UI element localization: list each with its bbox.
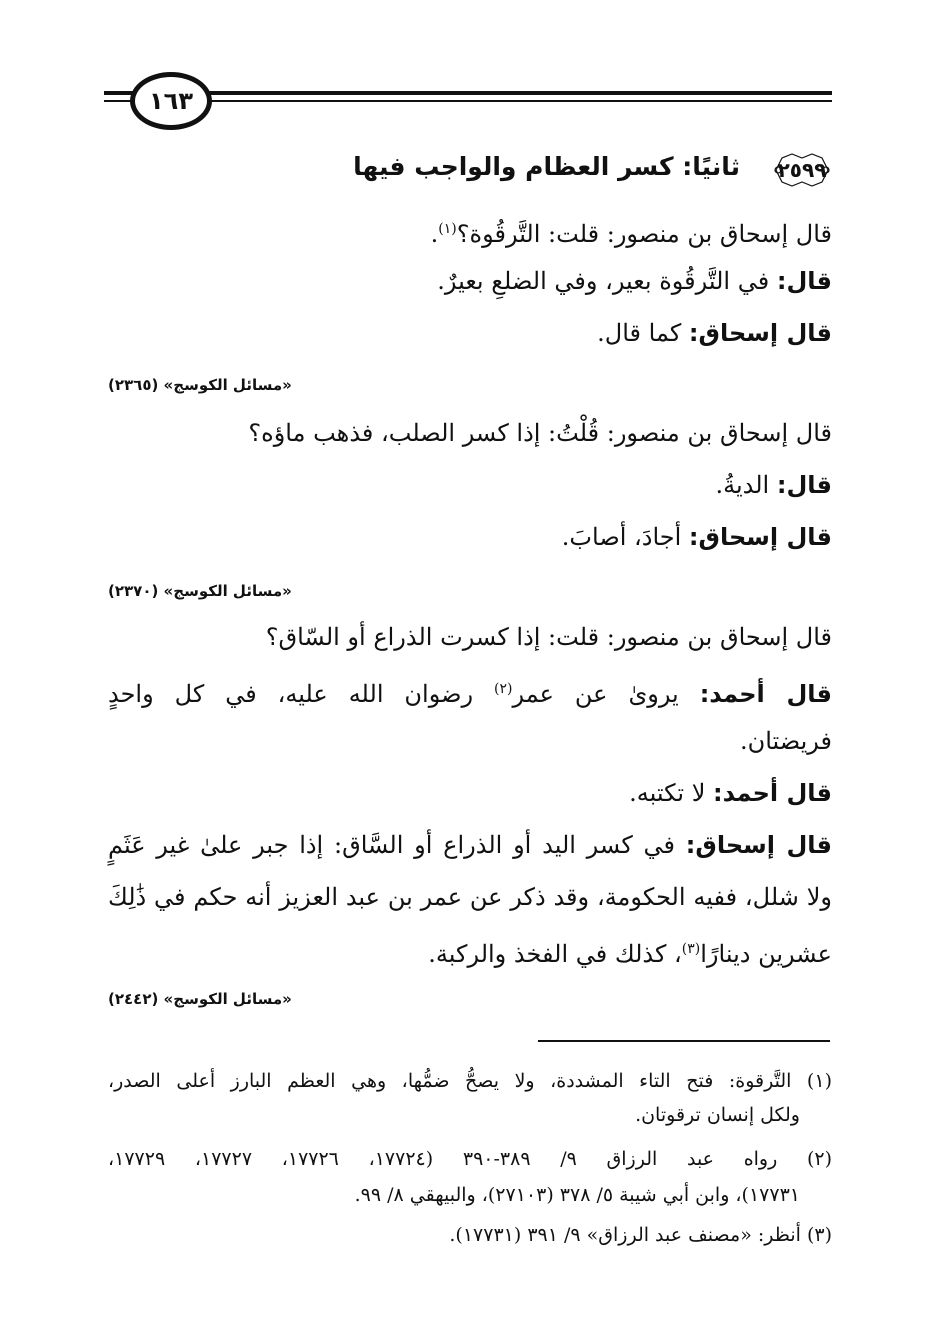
text: قال إسحاق بن منصور: قلت: إذا كسرت الذراع أو السّاق؟ xyxy=(265,623,832,651)
footnote-separator xyxy=(538,1040,830,1042)
source-citation: «مسائل الكوسج» (٢٣٦٥) xyxy=(108,376,292,394)
footnote-ref: (١) xyxy=(438,221,457,237)
speaker-label: قال إسحاق: xyxy=(688,319,832,347)
text: ولا شلل، ففيه الحكومة، وقد ذكر عن عمر بن عبد العزيز أنه حكم في ذَٰلِكَ xyxy=(108,883,832,911)
text-line xyxy=(108,880,832,914)
footnote-line: (١) التَّرقوة: فتح التاء المشددة، ولا يصحُّ ضمُّها، وهي العظم البارز أعلى الصدر، xyxy=(108,1070,832,1092)
text: ، كذلك في الفخذ والركبة. xyxy=(428,940,682,968)
text: رضوان الله عليه، في كل واحدٍ xyxy=(108,680,495,708)
text-line xyxy=(248,416,832,450)
footnote-line: (٢) رواه عبد الرزاق ٩/ ٣٨٩-٣٩٠ (١٧٧٢٤، ١٧٧٢٦، ١٧٧٢٧، ١٧٧٢٩، xyxy=(108,1148,833,1170)
text-line xyxy=(428,932,832,971)
section-number-ornament xyxy=(770,148,834,192)
header-rule-thick xyxy=(104,91,832,95)
text-line xyxy=(562,520,832,554)
page-number: ١٦٣ xyxy=(149,87,193,115)
footnote-line: ولكل إنسان ترقوتان. xyxy=(635,1104,800,1126)
footnote-line: ١٧٧٣١)، وابن أبي شيبة ٥/ ٣٧٨ (٢٧١٠٣)، والبيهقي ٨/ ٩٩. xyxy=(354,1184,800,1206)
source-citation: «مسائل الكوسج» (٢٤٤٢) xyxy=(108,990,292,1008)
text: في كسر اليد أو الذراع أو السَّاق: إذا جبر علىٰ غير عَثَمٍ xyxy=(108,831,686,859)
text-line xyxy=(437,264,832,298)
text: عشرين دينارًا xyxy=(700,940,832,968)
section-title: ثانيًا: كسر العظام والواجب فيها xyxy=(353,152,740,181)
text-line xyxy=(715,468,832,502)
speaker-label: قال إسحاق: xyxy=(688,523,832,551)
text-line xyxy=(597,316,832,350)
footnote-line: (٣) أنظر: «مصنف عبد الرزاق» ٩/ ٣٩١ (١٧٧٣١). xyxy=(449,1224,832,1246)
text-line xyxy=(266,620,832,654)
text-line xyxy=(431,212,832,251)
section-number: ٢٥٩٩ xyxy=(777,158,827,182)
text: لا تكتبه. xyxy=(629,779,714,807)
text: قال إسحاق بن منصور: قلت: التَّرقُوة؟ xyxy=(456,220,832,248)
text-line xyxy=(740,724,832,758)
header-rule-thin xyxy=(104,100,832,102)
text-line xyxy=(108,672,832,711)
speaker-label: قال أحمد: xyxy=(699,680,832,708)
text-line xyxy=(629,776,832,810)
speaker-label: قال: xyxy=(776,471,832,499)
text-line xyxy=(108,828,832,862)
text: أجادَ، أصابَ. xyxy=(561,523,689,551)
text: يروىٰ عن عمر xyxy=(512,680,700,708)
text: قال إسحاق بن منصور: قُلْتُ: إذا كسر الصلب، فذهب ماؤه؟ xyxy=(248,419,832,447)
text: الديةُ. xyxy=(715,471,777,499)
speaker-label: قال إسحاق: xyxy=(685,831,832,859)
footnote-ref: (٣) xyxy=(681,941,701,957)
speaker-label: قال: xyxy=(776,267,832,295)
text: . xyxy=(430,220,439,248)
source-citation: «مسائل الكوسج» (٢٣٧٠) xyxy=(108,582,292,600)
text: في التَّرقُوة بعير، وفي الضلعِ بعيرٌ. xyxy=(437,267,777,295)
text: كما قال. xyxy=(597,319,689,347)
footnote-ref: (٢) xyxy=(494,681,513,697)
speaker-label: قال أحمد: xyxy=(713,779,832,807)
page-number-badge xyxy=(130,72,212,130)
text: فريضتان. xyxy=(739,727,832,755)
